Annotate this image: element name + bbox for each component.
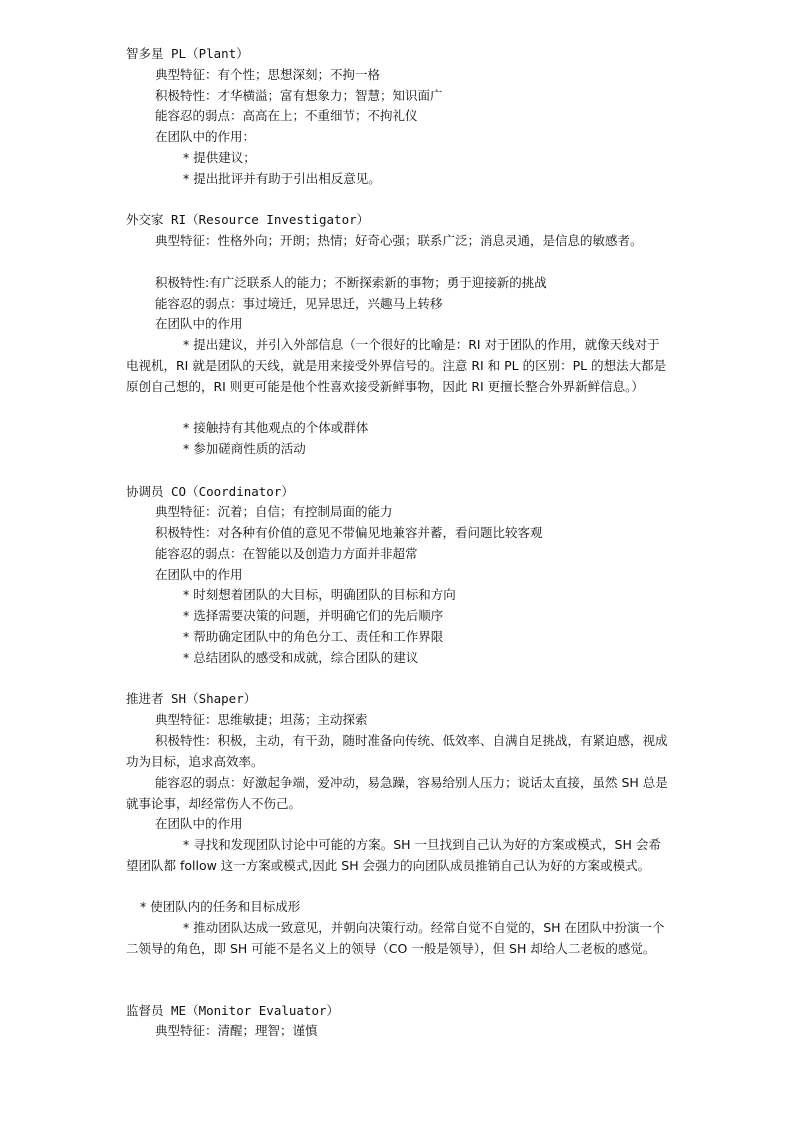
section-heading-ri: 外交家 RI（Resource Investigator） — [126, 212, 370, 227]
section-heading-pl: 智多星 PL（Plant） — [126, 46, 249, 61]
ri-traits: 典型特征：性格外向；开朗；热情；好奇心强；联系广泛；消息灵通，是信息的敏感者。 — [155, 233, 643, 248]
co-weakness: 能容忍的弱点：在智能以及创造力方面并非超常 — [155, 546, 418, 561]
pl-traits: 典型特征：有个性；思想深刻；不拘一格 — [155, 67, 381, 82]
co-traits: 典型特征：沉着；自信；有控制局面的能力 — [155, 504, 393, 519]
sh-weakness: 能容忍的弱点：好激起争端，爱冲动，易急躁，容易给别人压力；说话太直接，虽然 SH 总是就事论事，却经常伤人不伤己。 — [126, 775, 668, 811]
co-role-title: 在团队中的作用 — [155, 567, 243, 582]
ri-positive: 积极特性:有广泛联系人的能力；不断探索新的事物；勇于迎接新的挑战 — [155, 275, 547, 290]
co-bullet: * 总结团队的感受和成就，综合团队的建议 — [183, 650, 419, 665]
pl-bullet: * 提供建议； — [183, 150, 256, 165]
sh-traits: 典型特征：思维敏捷；坦荡；主动探索 — [155, 712, 368, 727]
sh-bullet: * 使团队内的任务和目标成形 — [140, 899, 301, 914]
ri-bullet: * 接触持有其他观点的个体或群体 — [183, 420, 369, 435]
pl-role-title: 在团队中的作用： — [155, 129, 256, 144]
co-bullet: * 选择需要决策的问题，并明确它们的先后顺序 — [183, 608, 444, 623]
sh-bullet: * 推动团队达成一致意见，并朝向决策行动。经常自觉不自觉的，SH 在团队中扮演一个二领导的角色，即 SH 可能不是名义上的领导（CO 一般是领导），但 SH 却给人二老板的感觉。 — [126, 920, 665, 956]
co-bullet: * 帮助确定团队中的角色分工、责任和工作界限 — [183, 629, 444, 644]
pl-weakness: 能容忍的弱点：高高在上；不重细节；不拘礼仪 — [155, 108, 418, 123]
ri-bullet: * 参加磋商性质的活动 — [183, 441, 306, 456]
section-heading-sh: 推进者 SH（Shaper） — [126, 691, 257, 706]
sh-positive: 积极特性：积极，主动，有干劲，随时准备向传统、低效率、自满自足挑战，有紧迫感，视成功为目标，追求高效率。 — [126, 733, 668, 769]
sh-bullet: * 寻找和发现团队讨论中可能的方案。SH 一旦找到自己认为好的方案或模式，SH 会希望团队都 follow 这一方案或模式,因此 SH 会强力的向团队成员推销自己认为好的方案或模式。 — [126, 837, 661, 873]
sh-role-title: 在团队中的作用 — [155, 816, 243, 831]
section-heading-co: 协调员 CO（Coordinator） — [126, 484, 294, 499]
co-bullet: * 时刻想着团队的大目标，明确团队的目标和方向 — [183, 587, 456, 602]
me-traits: 典型特征：清醒；理智；谨慎 — [155, 1023, 318, 1038]
co-positive: 积极特性：对各种有价值的意见不带偏见地兼容并蓄，看问题比较客观 — [155, 525, 543, 540]
ri-role-title: 在团队中的作用 — [155, 316, 243, 331]
pl-bullet: * 提出批评并有助于引出相反意见。 — [183, 171, 381, 186]
ri-weakness: 能容忍的弱点：事过境迁，见异思迁，兴趣马上转移 — [155, 296, 443, 311]
pl-positive: 积极特性：才华横溢；富有想象力；智慧；知识面广 — [155, 88, 443, 103]
section-heading-me: 监督员 ME（Monitor Evaluator） — [126, 1003, 340, 1018]
ri-bullet-long: * 提出建议，并引入外部信息（一个很好的比喻是：RI 对于团队的作用，就像天线对于电视机，RI 就是团队的天线，就是用来接受外界信号的。注意 RI 和 PL 的区别：PL 的想法大都是原创自己想的，RI 则更可能是他个性喜欢接受新鲜事物，因此 RI 更擅长整合外界新鲜信息。） — [126, 337, 667, 394]
